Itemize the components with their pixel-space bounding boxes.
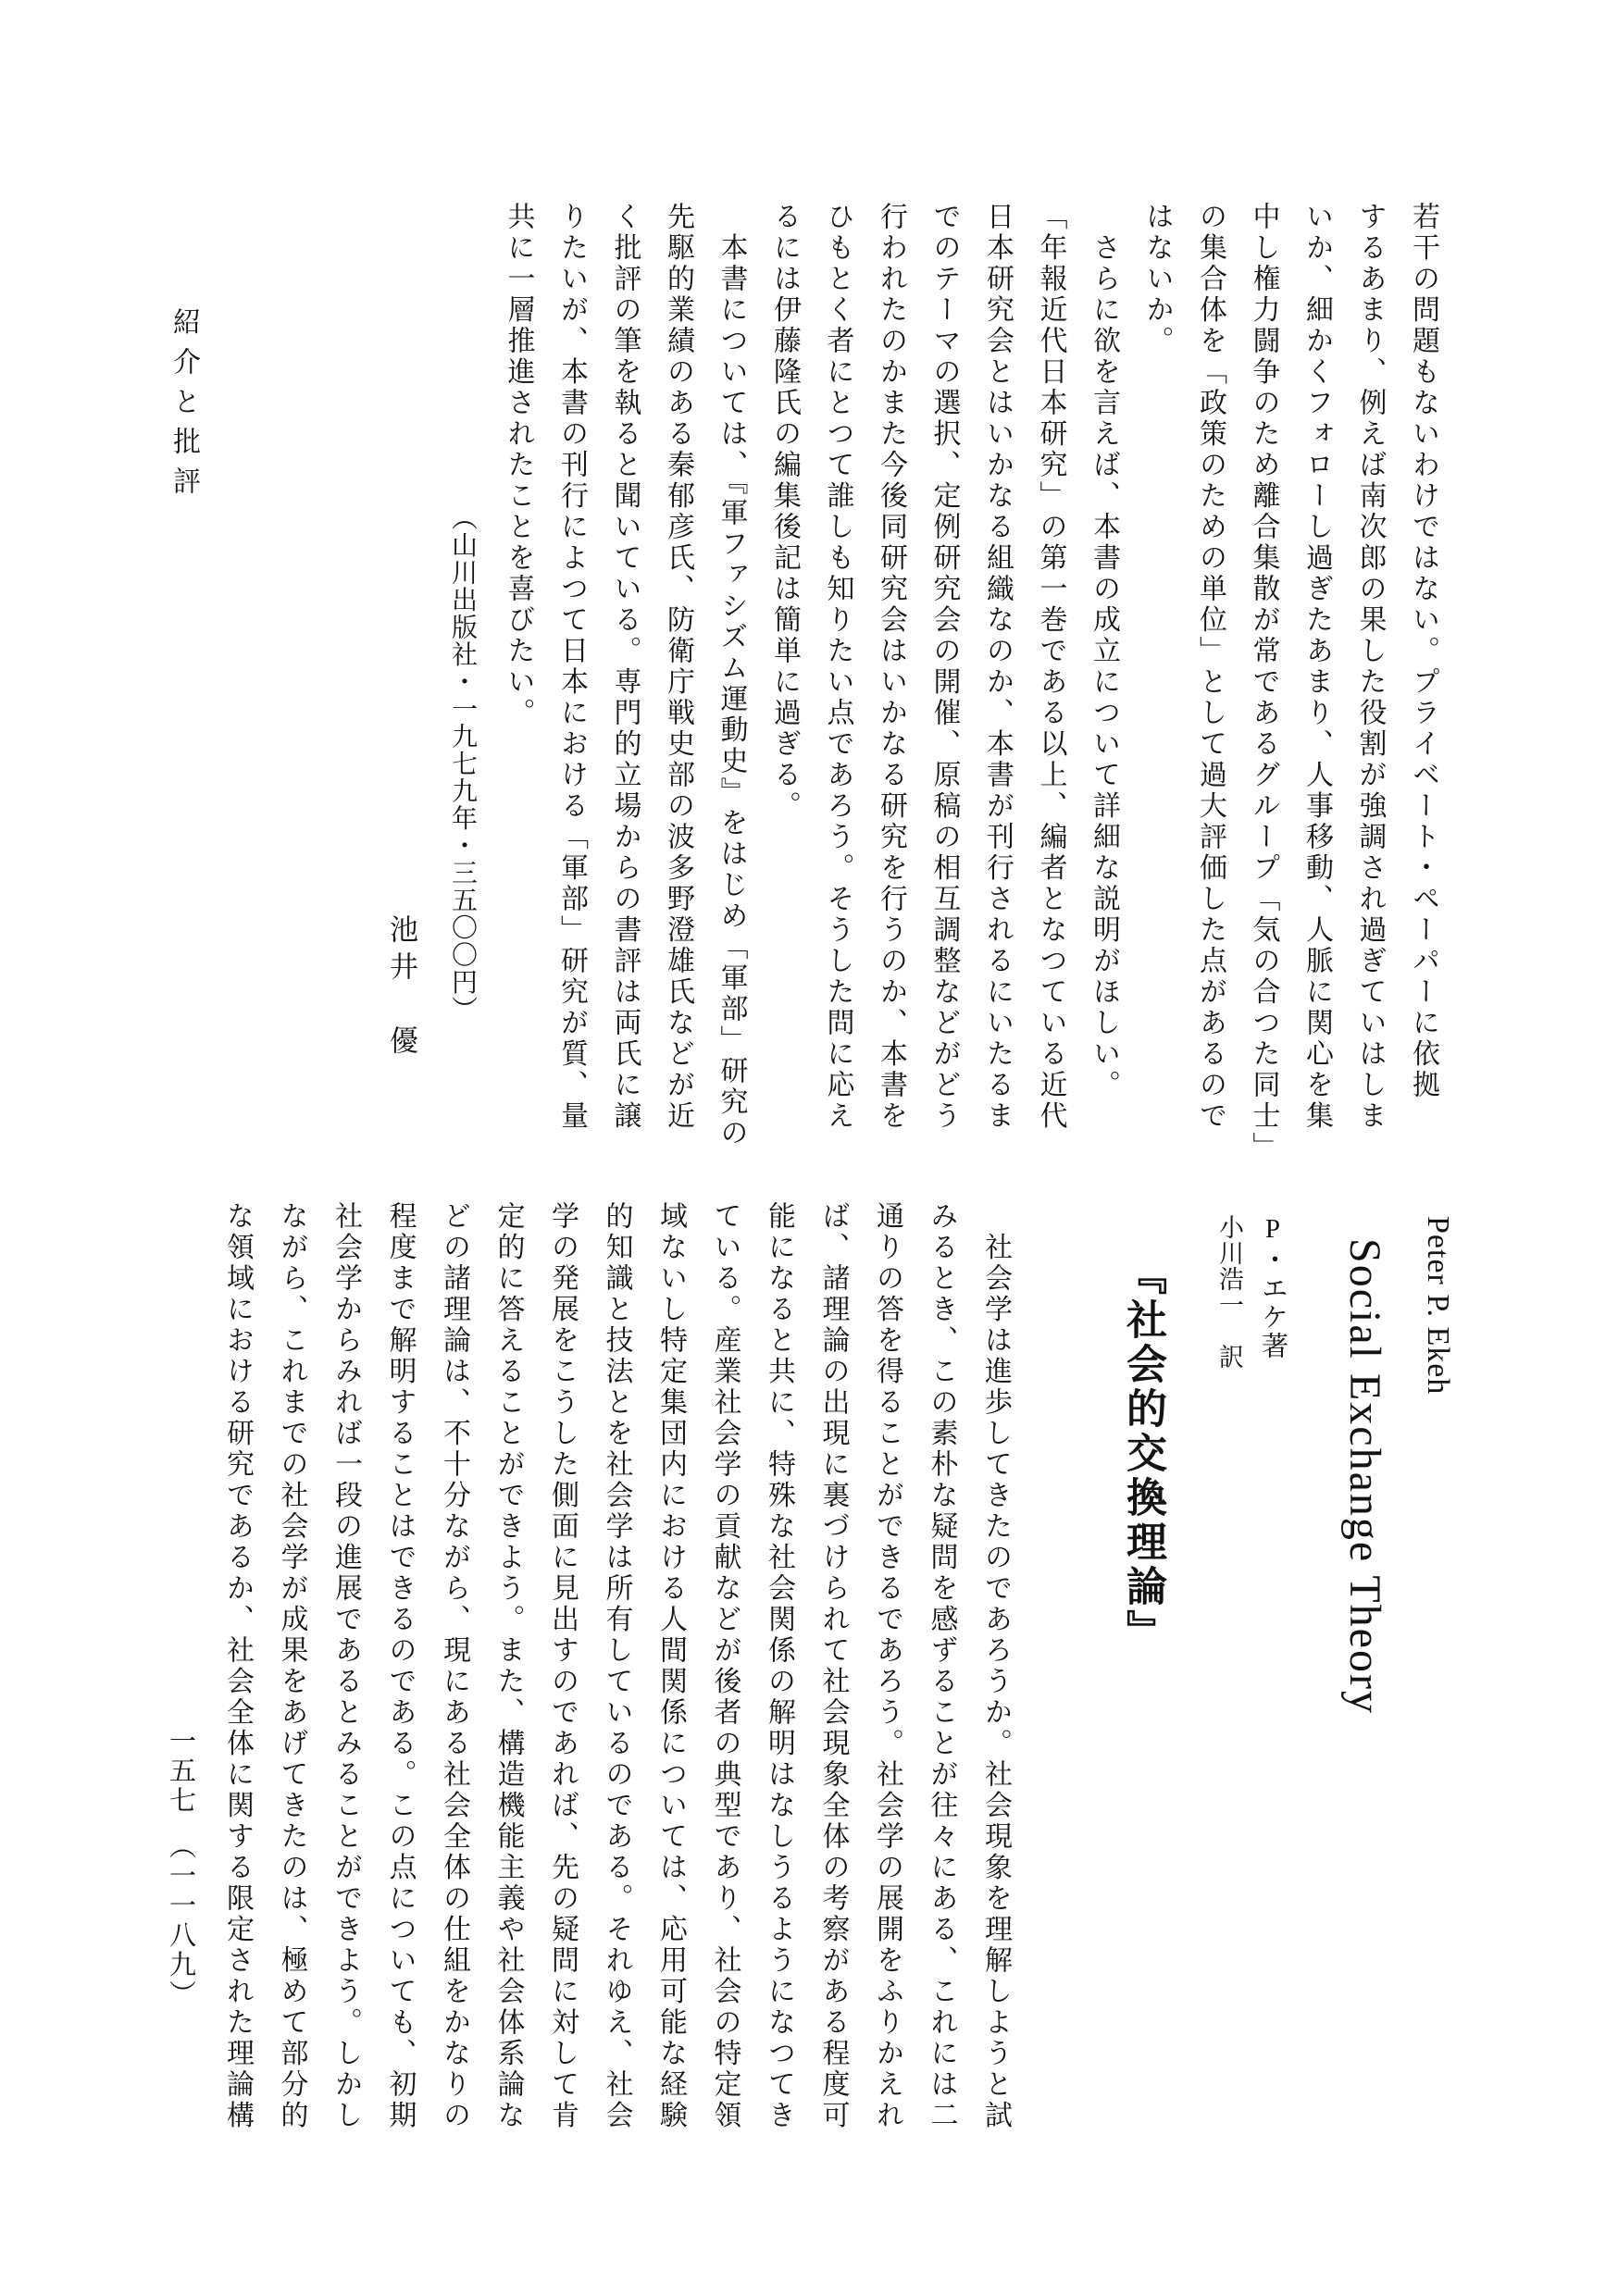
text-column: の集合体を「政策のための単位」として過大評価した点があるので (1195, 202, 1226, 1132)
text-column: 中し権力闘争のため離合集散が常であるグループ「気の合つた同士」 (1248, 202, 1279, 1163)
text-column: ている。産業社会学の貢献などが後者の典型であり、社会の特定領 (709, 1201, 741, 2131)
text-column: みるとき、この素朴な疑問を感ずることが往々にある、これには二 (926, 1201, 957, 2131)
text-column: 共に一層推進されたことを喜びたい。 (503, 202, 534, 729)
text-column: 若干の問題もないわけではない。プライベート・ペーパーに依拠 (1408, 202, 1438, 1101)
text-column: く批評の筆を執ると聞いている。専門的立場からの書評は両氏に譲 (609, 202, 641, 1132)
review2-author-japanese: P・エケ著 (1258, 1214, 1288, 1360)
text-column: 行われたのかまた今後同研究会はいかなる研究を行うのか、本書を (876, 202, 906, 1132)
page-number: 一五七 （一一八九） (166, 1727, 195, 2010)
text-column: 的知識と技法とを社会学は所有しているのである。それゆえ、社会 (601, 1201, 632, 2131)
review2-book-title-latin: Social Exchange Theory (1340, 1238, 1389, 1715)
text-column: はないか。 (1141, 202, 1173, 357)
review1-body-columns (492, 202, 1450, 1169)
text-column: な領域における研究であるか、社会全体に関する限定された理論構 (222, 1201, 253, 2131)
text-column: 社会学は進歩してきたのであろうか。社会現象を理解しようと試 (980, 1201, 1011, 2131)
text-column: ながら、これまでの社会学が成果をあげてきたのは、極めて部分的 (276, 1201, 307, 2131)
text-column: りたいが、本書の刊行によつて日本における「軍部」研究が質、量 (556, 202, 587, 1132)
text-column: 通りの答を得ることができるであろう。社会学の展開をふりかえれ (872, 1201, 902, 2131)
text-column: ば、諸理論の出現に裏づけられて社会現象全体の考察がある程度可 (817, 1201, 849, 2131)
review1-publisher-line: （山川出版社・一九七九年・三五〇〇円） (448, 504, 477, 1024)
text-column: でのテーマの選択、定例研究会の開催、原稿の相互調整などがどう (928, 202, 960, 1132)
review2-body-columns (210, 1201, 1023, 2164)
text-column: いか、細かくフォローし過ぎたあまり、人事移動、人脈に関心を集 (1301, 202, 1332, 1132)
text-column: 本書については、『軍ファシズム運動史』をはじめ「軍部」研究の (716, 202, 747, 1149)
text-column: 定的に答えることができよう。また、構造機能主義や社会体系論な (492, 1201, 524, 2131)
text-column: ひもとく者にとつて誰しも知りたい点であろう。そうした問に応え (822, 202, 853, 1132)
text-column: 学の発展をこうした側面に見出すのであれば、先の疑問に対して肯 (547, 1201, 578, 2131)
text-column: 程度まで解明することはできるのである。この点についても、初期 (384, 1201, 416, 2131)
text-column: 先駆的業績のある秦郁彦氏、防衛庁戦史部の波多野澄雄氏などが近 (663, 202, 693, 1132)
text-column: 「年報近代日本研究」の第一巻である以上、編者となつている近代 (1035, 202, 1066, 1132)
text-column: 社会学からみれば一段の進展であるとみることができよう。しかし (330, 1201, 361, 2131)
review2-translator: 小川浩一 訳 (1215, 1214, 1243, 1370)
text-column: 域ないし特定集団内における人間関係については、応用可能な経験 (655, 1201, 686, 2131)
review2-author-latin: Peter P. Ekeh (1421, 1216, 1455, 1396)
text-column: るには伊藤隆氏の編集後記は簡単に過ぎる。 (769, 202, 800, 822)
text-column: 日本研究会とはいかなる組織なのか、本書が刊行されるにいたるま (982, 202, 1013, 1132)
section-header: 紹介と批評 (168, 307, 199, 506)
text-column: するあまり、例えば南次郎の果した役割が強調され過ぎていはしま (1354, 202, 1386, 1132)
review2-book-title-japanese: 『社会的交換理論』 (1120, 1254, 1165, 1654)
review1-reviewer-name: 池井 優 (385, 914, 417, 1062)
text-column: 能になると共に、特殊な社会関係の解明はなしうるようになつてき (764, 1201, 794, 2131)
text-column: さらに欲を言えば、本書の成立について詳細な説明がほしい。 (1089, 202, 1119, 1101)
text-column: どの諸理論は、不十分ながら、現にある社会全体の仕組をかなりの (439, 1201, 469, 2131)
